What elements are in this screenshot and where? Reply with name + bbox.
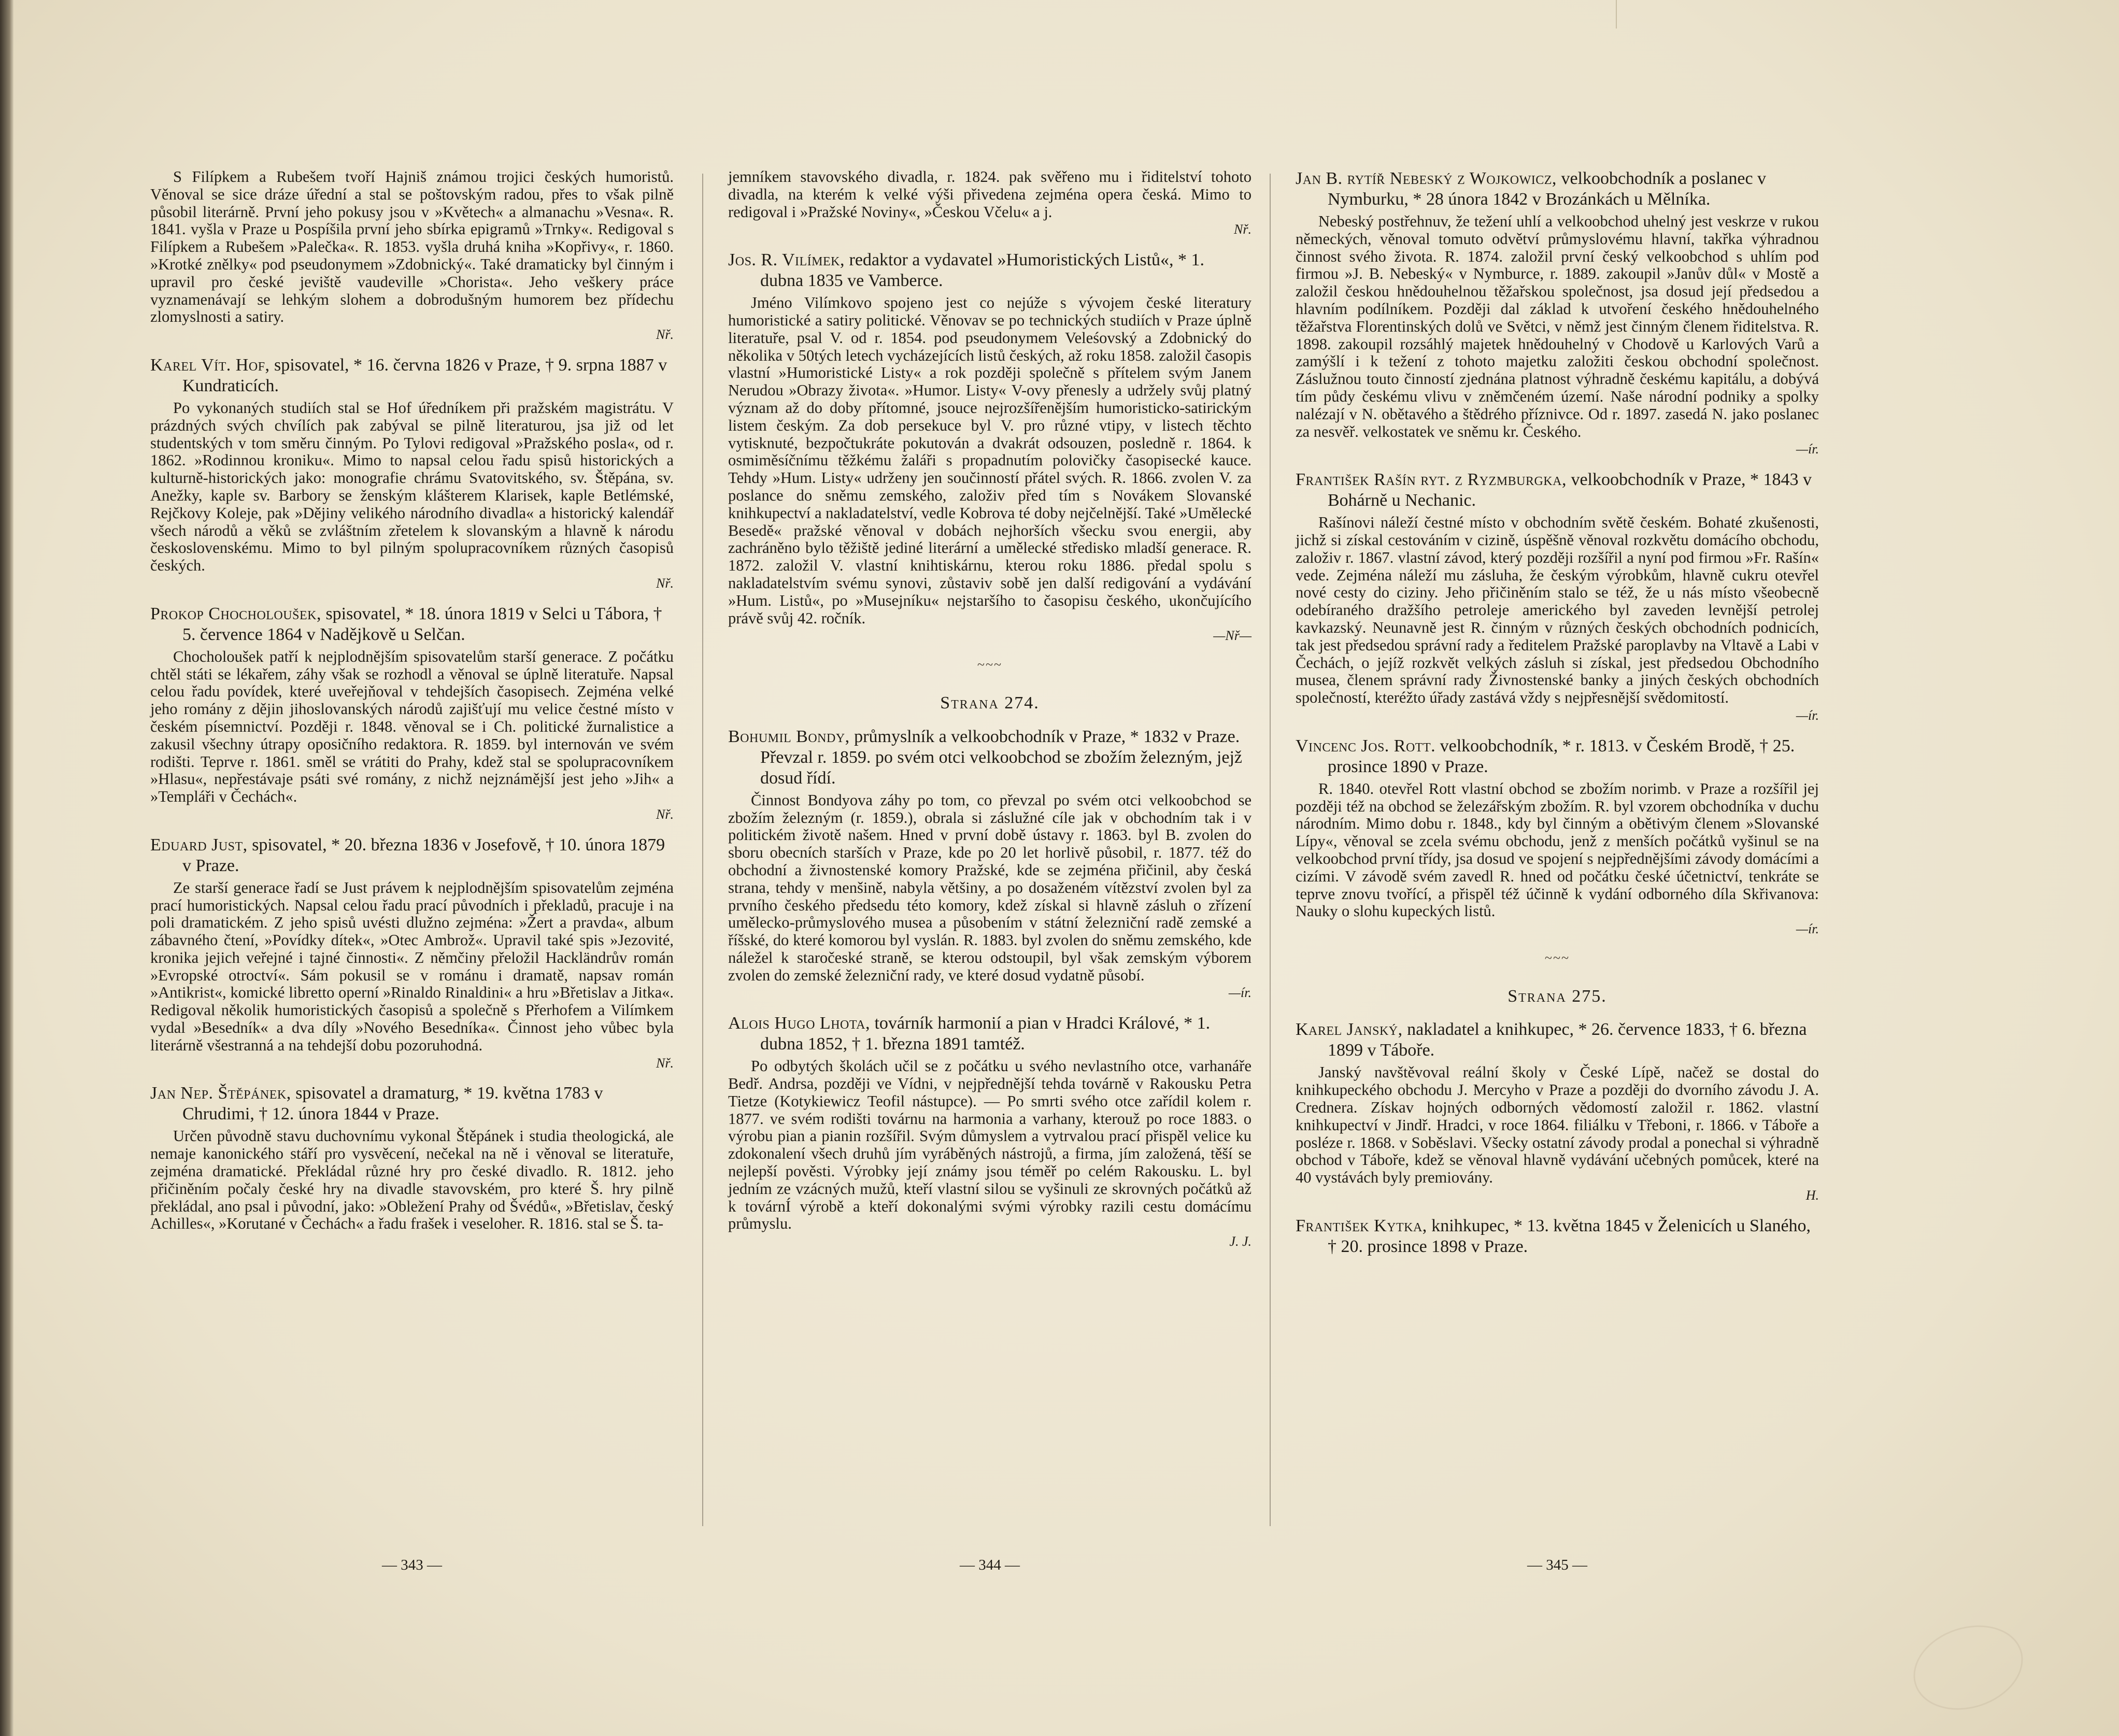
entry-dates: velkoobchodník v Praze, * 1843 v Bohárně u Nechanic. <box>1328 470 1812 510</box>
entry-signature: Nř. <box>656 806 674 822</box>
section-heading-275: Strana 275. <box>1508 986 1607 1006</box>
entry-dates: knihkupec, * 13. května 1845 v Želenicích u Slaného, † 20. prosince 1898 v Praze. <box>1328 1216 1811 1256</box>
entry-vilimek <box>728 250 1252 645</box>
entry-dates: spisovatel, * 20. března 1836 v Josefově, † 10. února 1879 v Praze. <box>182 835 665 875</box>
entry-signature: —ír. <box>1796 442 1819 457</box>
entry-dates: spisovatel, * 16. června 1826 v Praze, † 9. srpna 1887 v Kundraticích. <box>182 355 667 395</box>
entry-lhota <box>728 1013 1252 1250</box>
page-344-column <box>728 168 1252 1262</box>
entry-name: Jan B. rytíř Nebeský z Wojkowicz, <box>1296 169 1557 188</box>
paper-mark <box>1616 0 1617 29</box>
entry-rott <box>1296 736 1819 938</box>
section-separator: ~~~ <box>1544 950 1570 965</box>
entry-name: František Rašín ryt. z Ryzmburgka, <box>1296 470 1567 490</box>
entry-signature: J. J. <box>1229 1234 1252 1249</box>
entry-name: Vincenc Jos. Rott. <box>1296 736 1436 756</box>
entry-name: Prokop Chocholoušek, <box>150 604 321 623</box>
entry-dates: nakladatel a knihkupec, * 26. července 1833, † 6. března 1899 v Táboře. <box>1328 1020 1807 1060</box>
entry-chocholousek <box>150 604 674 823</box>
entry-heading <box>728 1013 1252 1055</box>
entry-name: Karel Vít. Hof, <box>150 355 270 375</box>
entry-signature: —Nř— <box>1213 628 1252 644</box>
entry-name: Eduard Just, <box>150 835 248 855</box>
entry-dates: průmyslník a velkoobchodník v Praze, * 1832 v Praze. Převzal r. 1859. po svém otci velkoobchod se zbožím železným, jejž dosud řídí. <box>760 727 1243 788</box>
entry-heading <box>1296 168 1819 210</box>
entry-signature: Nř. <box>656 1055 674 1071</box>
entry-signature: —ír. <box>1796 707 1819 723</box>
page-345-column <box>1296 168 1819 1269</box>
entry-dates: redaktor a vydavatel »Humoristických Listů«, * 1. dubna 1835 ve Vamberce. <box>760 250 1205 291</box>
entry-heading <box>150 604 674 645</box>
section-heading-274: Strana 274. <box>940 693 1040 713</box>
entry-heading <box>150 1083 674 1125</box>
column-gutter <box>702 174 703 1526</box>
entry-heading <box>150 835 674 876</box>
entry-signature: —ír. <box>1796 921 1819 937</box>
entry-body: Rašínovi náleží čestné místo v obchodním světě českém. Bohaté zkušenosti, jichž si získal cestováním v cizině, úspěšně věnoval rozkvětu domácího obchodu, založiv r. 1867. vlastní závod, který později rozšířil a nyní pod firmou »Fr. Rašín« vede. Zejména náleží mu zásluha, že českým výrobkům, hlavně cukru otevřel nové cesty do ciziny. Jeho přičiněním stalo se též, že u nás místo všeobecně odebíraného dražšího petroleje amerického byl zaveden levnější petrolej kavkazský. Neunavně jest R. činným v různých českých obchodních podnicích, tak jest předsedou správní rady a ředitelem Pražské paroplavby na Vltavě a Labi v Čechách, o jejíž rozkvět velkých zásluh si získal, jest předsedou Obchodního musea, členem správní rady Živnostenské banky a jiných českých obchodních společností, kteréžto úřady zastává vždy s nejpřesnější svědomitostí. <box>1296 514 1819 707</box>
entry-body: Po odbytých školách učil se z počátku u svého nevlastního otce, varhanáře Bedř. Andrsa, později ve Vídni, v nejpřednější tehda továrně v Rakousku Petra Tietze (Kotykiewicz Teofil nástupce). — Po smrti svého otce zařídil kolem r. 1877. ve svém rodišti továrnu na harmonia a varhany, kterouž po roce 1883. o výrobu pian a pianin rozšířil. Svým důmyslem a vytrvalou prací přispěl velice ku zdokonalení všech druhů jím vyráběných nástrojů, a firma, jím založená, těší se nejlepší pověsti. Výrobky její známy jsou téměř po celém Rakousku. L. byl jedním ze vzácných mužů, kteří vlastní silou se vyšinuli ze skrovných počátků až k továrnÍ výrobě a kteří dokonalými svými výrobky razili cestu domácímu průmyslu. <box>728 1057 1252 1233</box>
entry-name: Alois Hugo Lhota, <box>728 1014 870 1033</box>
entry-stepanek-continuation <box>728 168 1252 238</box>
entry-body: Ze starší generace řadí se Just právem k nejplodnějším spisovatelům zejména prací humoristických. Napsal celou řadu prací původních i překladů, pracuje i na poli dramatickém. Z jeho spisů uvésti dlužno zejména: »Žert a pravda«, album zábavného čtení, »Povídky dítek«, »Otec Ambrož«. Upravil také spis »Jezovité, kronika jejich veřejné i tajné činnosti«. Z němčiny přeložil Hackländrův román »Evropské otroctví«. Sám pokusil se v románu i dramatě, napsav román »Antikrist«, komické libretto operní »Rinaldo Rinaldini« a hru »Břetislav a Jitka«. Redigoval několik humoristických časopisů a společně s Přerhofem a Vilímkem vydal »Besedník« a dva díly »Nového Besedníka«. Činnost jeho vůbec byla literárně všestranná a na tehdejší dobu pozoruhodná. <box>150 878 674 1054</box>
entry-dates: spisovatel, * 18. února 1819 v Selci u Tábora, † 5. července 1864 v Nadějkově u Selčan. <box>182 604 662 644</box>
entry-body: Určen původně stavu duchovnímu vykonal Štěpánek i studia theologická, ale nemaje kanonického stáří pro vysvěcení, nečekal na ně i věnoval se literatuře, zejména dramatické. Překládal různé hry pro české divadlo. R. 1812. jeho přičiněním počaly české hry na divadle stavovském, pro které Š. hry pilně překládal, ano psal i původní, jako: »Obležení Prahy od Švédů«, »Břetislav, český Achilles«, »Korutané v Čechách« a řadu frašek i veseloher. R. 1816. stal se Š. ta- <box>150 1127 674 1233</box>
entry-rasin <box>1296 469 1819 724</box>
entry-signature: Nř. <box>656 327 674 343</box>
page-number-345: — 345 — <box>1527 1557 1587 1573</box>
entry-hajnis-continuation <box>150 168 674 344</box>
entry-bondy <box>728 727 1252 1002</box>
entry-just <box>150 835 674 1072</box>
entry-stepanek <box>150 1083 674 1233</box>
entry-name: František Kytka, <box>1296 1216 1427 1235</box>
entry-heading <box>150 355 674 396</box>
entry-heading <box>1296 1216 1819 1257</box>
entry-body: R. 1840. otevřel Rott vlastní obchod se zbožím norimb. v Praze a rozšířil jej později též na obchod se železářským zbožím. R. byl vzorem obchodníka v duchu národním. Mimo dobu r. 1848., kdy byl činným a obětivým členem »Slovanské Lípy«, věnoval se zcela svému obchodu, jenž z menších počátků vyšinul se na velkoobchod první třídy, jsa dosud ve spojení s nejpřednějšími závody domácími a cizími. V závodě svém zavedl R. hned od počátku české účetnictví, tenkráte se teprve znovu tvořící, a přispěl též účinně k vydání odborného díla Skřivanova: Nauky o slohu kupeckých listů. <box>1296 779 1819 920</box>
entry-dates: továrník harmonií a pian v Hradci Králové, * 1. dubna 1852, † 1. března 1891 tamtéž. <box>760 1014 1211 1054</box>
section-separator: ~~~ <box>977 657 1003 673</box>
entry-body: S Filípkem a Rubešem tvoří Hajniš známou trojici českých humoristů. Věnoval se sice dráze úřední a stal se poštovským radou, přes to však pilně působil literárně. První jeho pokusy jsou v »Květech« a almanachu »Vesna«. R. 1841. vyšla v Praze u Pospíšila první jeho sbírka epigramů »Trnky«. Redigoval s Filípkem a Rubešem »Palečka«. R. 1853. vyšla druhá kniha »Kopřivy«, r. 1860. »Krotké znělky« pod pseudonymem »Zdobnický«. Také dramaticky byl činným i upravil pro české jeviště vaudeville »Chorista«. Jeho veškery práce vyznamenávají se lehkým slohem a dobrodušným humorem bez přídechu zlomyslnosti a satiry. <box>150 168 674 326</box>
column-gutter <box>1270 174 1271 1526</box>
entry-body: Chocholoušek patří k nejplodnějším spisovatelům starší generace. Z počátku chtěl státi se lékařem, záhy však se rozhodl a věnoval se úplně literatuře. Napsal celou řadu povídek, které uveřejňoval v tehdejších časopisech. Zejména velké jeho romány z dějin jihoslovanských národů zajišťují mu velice čestné místo v českém písemnictví. Později r. 1848. věnoval se i Ch. politické žurnalistice a zakusil všechny útrapy oposičního redaktora. R. 1859. byl internován ve svém rodišti. Teprve r. 1861. směl se vrátiti do Prahy, kdež stal se spolupracovníkem »Hlasu«, nepřestávaje psáti své romány, z nichž nejznámější jest jeho »Jih« a »Templáři v Čechách«. <box>150 647 674 806</box>
entry-dates: velkoobchodník a poslanec v Nymburku, * 28 února 1842 v Brozánkách u Mělníka. <box>1328 169 1767 209</box>
entry-heading <box>1296 736 1819 777</box>
entry-heading <box>728 727 1252 789</box>
entry-name: Bohumil Bondy, <box>728 727 850 746</box>
entry-name: Jan Nep. Štěpánek, <box>150 1084 291 1103</box>
book-binding-edge <box>0 0 13 1736</box>
entry-signature: H. <box>1805 1188 1819 1203</box>
page-343-column <box>150 168 674 1244</box>
page-number-343: — 343 — <box>382 1557 442 1573</box>
page-number-344: — 344 — <box>960 1557 1020 1573</box>
entry-body: Nebeský postřehnuv, že težení uhlí a velkoobchod uhelný jest veskrze v rukou německých, věnoval tomuto odvětví průmyslovému hlavní, takřka výhradnou činnost svého života. R. 1874. založil první český velkoobchod s uhlím pod firmou »J. B. Nebeský« v Nymburce, r. 1889. zakoupil »Janův důl« v Mostě a založil českou hnědouhelnou těžařskou společnost, jsa dosud její předsedou a hlavním podílníkem. Později dal základ k utvoření českého hnědouhelného těžařstva Florentinských dolů ve Světci, v němž jest činným členem řiditelstva. R. 1898. zakoupil rozsáhlý majetek hnědouhelný v Chodově u Karlových Varů a zamýšlí i k težení z tohoto majetku založiti českou obchodní společnost. Záslužnou touto činností zjednána platnost výhradně českému kapitálu, a dobývá tím půdy českému vlivu v zněmčeném území. Naše národní podniky a spolky nalézají v N. obětavého a štědrého příznivce. Od r. 1897. zasedá N. jako poslanec za nesvěř. velkostatek ve sněmu kr. Českého. <box>1296 212 1819 440</box>
entry-heading <box>728 250 1252 291</box>
entry-body: Po vykonaných studiích stal se Hof úředníkem při pražském magistrátu. V prázdných svých chvílích pak zabýval se pilně literaturou, jsa již od let studentských v tom směru činným. Po Tylovi redigoval »Pražského posla«, od r. 1862. »Rodinnou kroniku«. Mimo to napsal celou řadu spisů historických a kulturně-historických jako: monografie chrámu Svatovitského, sv. Štěpána, sv. Anežky, kaple sv. Barbory se ženským klášterem Klarisek, kaple Betlémské, Rejčkovy Koleje, pak »Dějiny velikého národního divadla« a historický kalendář všech národů a věků se zvláštním zřetelem k slovanským a hlavně k národu československému. Mimo to byl pilným spolupracovníkem různých časopisů českých. <box>150 399 674 575</box>
entry-body: Jméno Vilímkovo spojeno jest co nejúže s vývojem české literatury humoristické a satiry politické. Věnovav se po technických studiích v Praze úplně literatuře, psal V. od r. 1854. pod pseudonymem Veleśovský a Zdobnický do několika v 50tých letech vycházejících listů českých, až roku 1858. založil časopis vlastní »Humoristické Listy« a rok později společně s přítelem svým Janem Nerudou »Obrazy života«. »Humor. Listy« V-ovy přenesly a udržely svůj platný význam až do doby přítomné, jsouce nejrozšířenějším humoristicko-satirickým listem českým. Za dob persekuce byl V. pro různé vtipy, v listech těchto vytisknuté, bezpočtukráte pokutován a dvakrát odsouzen, posledně r. 1864. k osmiměsíčnímu těžkému žaláři s propadnutím polovičky časopisecké kauce. Tehdy »Hum. Listy« udrženy jen součinností přátel svých. R. 1866. zvolen V. za poslance do sněmu zemského, založiv před tím s Novákem Slovanské knihkupectví a nakladatelství, vedle Kobrova té doby nejčelnější. Také »Umělecké Besedě« pražské věnoval v dobách nejhorších všecku svou energii, aby zachráněno bylo těžiště jediné literární a umělecké středisko mladší generace. R. 1872. založil V. vlastní knihtiskárnu, kterou roku 1886. předal spolu s nakladatelstvím svému synovi, zůstaviv sobě jen další redigování a vydávání »Hum. Listů«, po »Musejníku« nejstaršího to časopisu českého, ukončujícího právě svůj 42. ročník. <box>728 294 1252 627</box>
entry-signature: Nř. <box>1234 222 1252 237</box>
entry-signature: —ír. <box>1228 985 1252 1001</box>
entry-name: Jos. R. Vilímek, <box>728 250 845 270</box>
entry-jansky <box>1296 1019 1819 1204</box>
entry-body: Janský navštěvoval reální školy v České Lípě, načež se dostal do knihkupeckého obchodu J. Mercyho v Praze a později do dvorního závodu J. A. Crednera. Získav hojných odborných vědomostí založil r. 1862. vlastní knihkupectví v Jindř. Hradci, v roce 1864. filiálku v Třeboni, r. 1866. v Táboře a posléze r. 1868. v Soběslavi. Všecky ostatní závody prodal a ponechal si výhradně obchod v Táboře, kdež se věnoval hlavně vydávání učebných pomůcek, které na 40 vystávách byly premiovány. <box>1296 1063 1819 1187</box>
entry-hof <box>150 355 674 592</box>
entry-nebesky <box>1296 168 1819 458</box>
entry-dates: velkoobchodník, * r. 1813. v Českém Brodě, † 25. prosince 1890 v Praze. <box>1328 736 1795 776</box>
entry-heading <box>1296 1019 1819 1061</box>
entry-dates: spisovatel a dramaturg, * 19. května 1783 v Chrudimi, † 12. února 1844 v Praze. <box>182 1084 603 1124</box>
entry-name: Karel Janský, <box>1296 1020 1403 1040</box>
entry-kytka <box>1296 1216 1819 1257</box>
entry-body: jemníkem stavovského divadla, r. 1824. pak svěřeno mu i řiditelství tohoto divadla, na kterém k velké výši přivedena zejména opera česká. Mimo to redigoval i »Pražské Noviny«, »Českou Včelu« a j. <box>728 168 1252 221</box>
entry-signature: Nř. <box>656 575 674 591</box>
entry-body: Činnost Bondyova záhy po tom, co převzal po svém otci velkoobchod se zbožím železným (r. 1859.), obrala si záslužné cíle jak v obchodním tak i v politickém životě našem. Hned v první době ústavy r. 1863. byl B. zvolen do sboru obecních starších v Praze, kde po 20 let horlivě působil, r. 1877. též do obchodní a živnostenské komory Pražské, kde se zejména přičinil, aby česká strana, tehdy v menšině, nabyla většiny, a po dosaženém vítězství zvolen byl za prvního českého předsedu této komory, kdež získal si hlavně zásluh o zřízení umělecko-průmyslového musea a působením v státní železniční radě zemské a říšské, do které komorou byl vyslán. R. 1883. byl zvolen do sněmu zemského, kde náležel k staročeské straně, se kterou odstoupil, byl však zemským výborem zvolen do zemské železniční rady, ve které dosud vydatně působí. <box>728 791 1252 984</box>
entry-heading <box>1296 469 1819 511</box>
